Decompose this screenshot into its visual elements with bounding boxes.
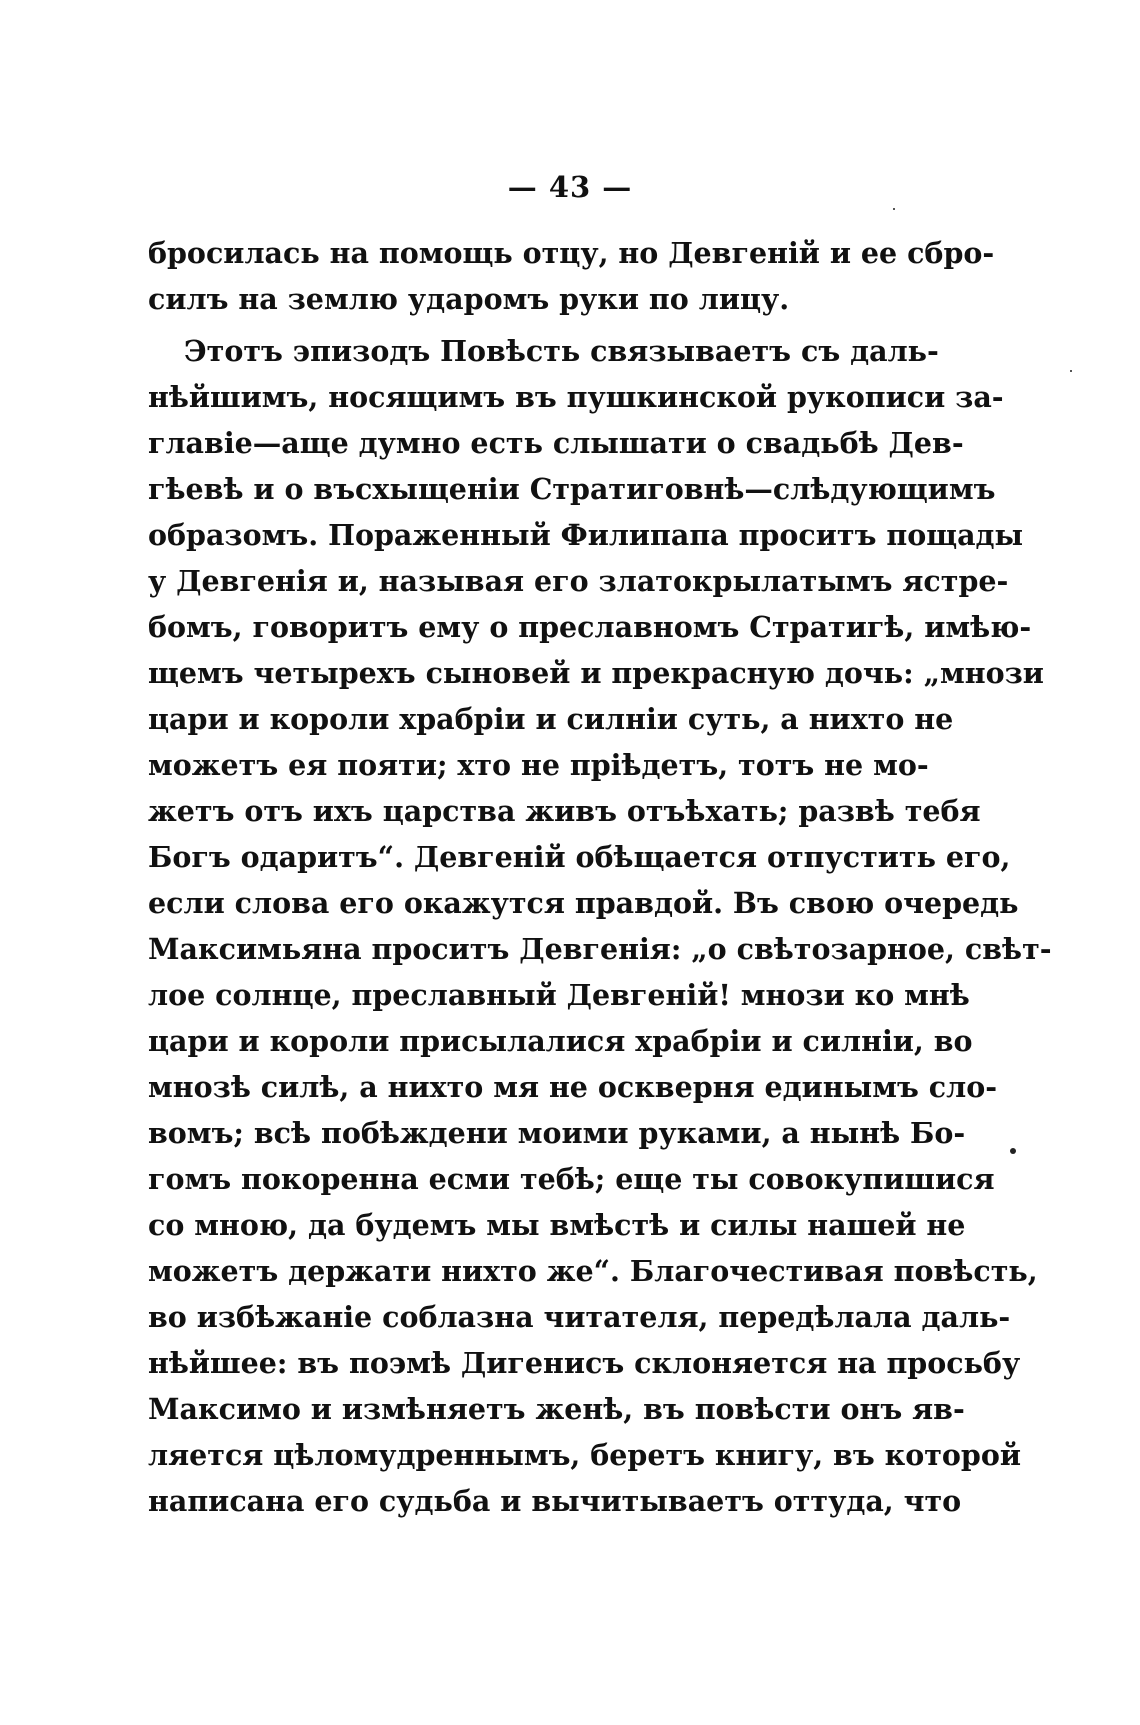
ink-speck [893, 208, 895, 210]
text-line: образомъ. Пораженный Филипапа проситъ пощады [148, 518, 1024, 552]
text-line: бомъ, говоритъ ему о преславномъ Стратигѣ, имѣю- [148, 610, 1032, 644]
ink-speck [1070, 370, 1072, 372]
text-line: бросилась на помощь отцу, но Девгеній и ее сбро- [148, 236, 995, 270]
body-text [148, 230, 1052, 1524]
page-number: — 43 — [507, 170, 633, 204]
ink-spot [1010, 1148, 1016, 1154]
text-line: Максимьяна проситъ Девгенія: „о свѣтозарное, свѣт- [148, 932, 1052, 966]
text-line: со мною, да будемъ мы вмѣстѣ и силы нашей не [148, 1208, 966, 1242]
text-line: главіе—аще думно есть слышати о свадьбѣ Дев- [148, 426, 964, 460]
text-line: Богъ одаритъ“. Девгеній обѣщается отпустить его, [148, 840, 1011, 874]
text-line: щемъ четырехъ сыновей и прекрасную дочь: „мнози [148, 656, 1044, 690]
text-line: можетъ ея пояти; хто не пріѣдетъ, тотъ не мо- [148, 748, 929, 782]
text-line: жетъ отъ ихъ царства живъ отъѣхать; развѣ тебя [148, 794, 981, 828]
text-line: нѣйшее: въ поэмѣ Дигенисъ склоняется на просьбу [148, 1346, 1021, 1380]
text-line: написана его судьба и вычитываетъ оттуда, что [148, 1484, 962, 1518]
text-line: вомъ; всѣ побѣждени моими руками, а нынѣ Бо- [148, 1116, 966, 1150]
text-line: цари и короли храбріи и силніи суть, а нихто не [148, 702, 954, 736]
text-line: мнозѣ силѣ, а нихто мя не оскверня единымъ сло- [148, 1070, 998, 1104]
text-line: гѣевѣ и о въсхыщеніи Стратиговнѣ—слѣдующимъ [148, 472, 996, 506]
text-line: можетъ держати нихто же“. Благочестивая повѣсть, [148, 1254, 1038, 1288]
paragraph-first-line: Этотъ эпизодъ Повѣсть связываетъ съ даль- [184, 334, 939, 368]
text-line: нѣйшимъ, носящимъ въ пушкинской рукописи за- [148, 380, 1004, 414]
text-line: цари и короли присылалися храбріи и силніи, во [148, 1024, 973, 1058]
text-line: лое солнце, преславный Девгеній! мнози ко мнѣ [148, 978, 970, 1012]
text-line: у Девгенія и, называя его златокрылатымъ ястре- [148, 564, 1009, 598]
text-line: силъ на землю ударомъ руки по лицу. [148, 282, 790, 316]
text-line: если слова его окажутся правдой. Въ свою очередь [148, 886, 1019, 920]
text-line: ляется цѣломудреннымъ, беретъ книгу, въ которой [148, 1438, 1021, 1472]
text-line: гомъ покоренна есми тебѣ; еще ты совокупишися [148, 1162, 995, 1196]
text-line: Максимо и измѣняетъ женѣ, въ повѣсти онъ яв- [148, 1392, 965, 1426]
text-line: во избѣжаніе соблазна читателя, передѣлала даль- [148, 1300, 1011, 1334]
